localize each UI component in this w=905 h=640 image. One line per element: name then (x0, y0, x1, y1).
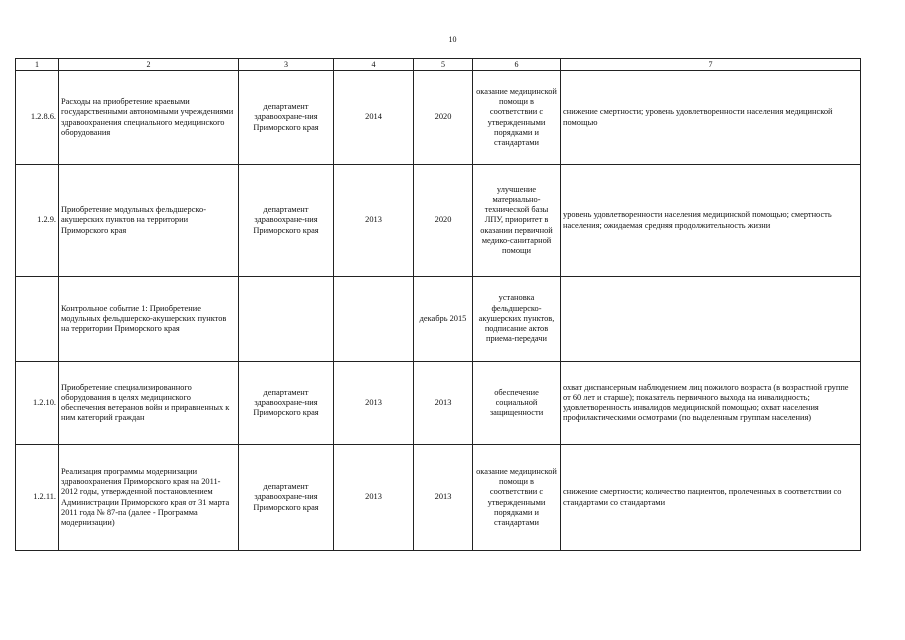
indicators: охват диспансерным наблюдением лиц пожилого возраста (в возрастной группе от 60 лет и старше); показатель первичного выхода на инвалидность; удовлетворенность инвалидов медицинской помощью; охват населения профилактическими осмотрами (по выделенным группам населения) (561, 362, 861, 445)
table-row (16, 362, 861, 445)
end-year: декабрь 2015 (414, 277, 473, 362)
responsible-department: департамент здравоохране-ния Приморского края (239, 165, 334, 277)
responsible-department: департамент здравоохране-ния Приморского края (239, 445, 334, 551)
expected-result: оказание медицинской помощи в соответствии с утвержденными порядками и стандартами (473, 71, 561, 165)
end-year: 2013 (414, 445, 473, 551)
expected-result: улучшение материально-технической базы ЛПУ, приоритет в оказании первичной медико-санитарной помощи (473, 165, 561, 277)
start-year: 2014 (334, 71, 414, 165)
table-row (16, 277, 861, 362)
start-year: 2013 (334, 165, 414, 277)
column-header: 4 (334, 59, 414, 71)
item-name: Контрольное событие 1: Приобретение модульных фельдшерско-акушерских пунктов на территории Приморского края (59, 277, 239, 362)
table-row (16, 71, 861, 165)
column-header: 2 (59, 59, 239, 71)
responsible-department: департамент здравоохране-ния Приморского края (239, 71, 334, 165)
column-header: 6 (473, 59, 561, 71)
item-name: Приобретение модульных фельдшерско-акушерских пунктов на территории Приморского края (59, 165, 239, 277)
end-year: 2013 (414, 362, 473, 445)
indicators (561, 277, 861, 362)
responsible-department: департамент здравоохране-ния Приморского края (239, 362, 334, 445)
expected-result: оказание медицинской помощи в соответствии с утвержденными порядками и стандартами (473, 445, 561, 551)
end-year: 2020 (414, 71, 473, 165)
column-header: 1 (16, 59, 59, 71)
expected-result: установка фельдшерско-акушерских пунктов, подписание актов приема-передачи (473, 277, 561, 362)
indicators: снижение смертности; количество пациентов, пролеченных в соответствии со стандартами со стандартами (561, 445, 861, 551)
start-year: 2013 (334, 445, 414, 551)
end-year: 2020 (414, 165, 473, 277)
item-name: Расходы на приобретение краевыми государственными автономными учреждениями здравоохранения специального медицинского оборудования (59, 71, 239, 165)
item-number: 1.2.11. (16, 445, 59, 551)
table-row (16, 445, 861, 551)
item-number (16, 277, 59, 362)
indicators: снижение смертности; уровень удовлетворенности населения медицинской помощью (561, 71, 861, 165)
column-header: 7 (561, 59, 861, 71)
column-header: 5 (414, 59, 473, 71)
header-row (16, 59, 861, 71)
table-row (16, 165, 861, 277)
item-name: Приобретение специализированного оборудования в целях медицинского обеспечения ветеранов войн и приравненных к ним категорий граждан (59, 362, 239, 445)
item-name: Реализация программы модернизации здравоохранения Приморского края на 2011-2012 годы, утвержденной постановлением Администрации Приморского края от 31 марта 2011 года № 87-па (далее - Программа модернизации) (59, 445, 239, 551)
item-number: 1.2.10. (16, 362, 59, 445)
column-header: 3 (239, 59, 334, 71)
item-number: 1.2.9. (16, 165, 59, 277)
page-number: 10 (448, 35, 457, 44)
expected-result: обеспечение социальной защищенности (473, 362, 561, 445)
responsible-department (239, 277, 334, 362)
measures-table (15, 58, 861, 551)
item-number: 1.2.8.6. (16, 71, 59, 165)
start-year: 2013 (334, 362, 414, 445)
indicators: уровень удовлетворенности населения медицинской помощью; смертность населения; ожидаемая средняя продолжительность жизни (561, 165, 861, 277)
start-year (334, 277, 414, 362)
